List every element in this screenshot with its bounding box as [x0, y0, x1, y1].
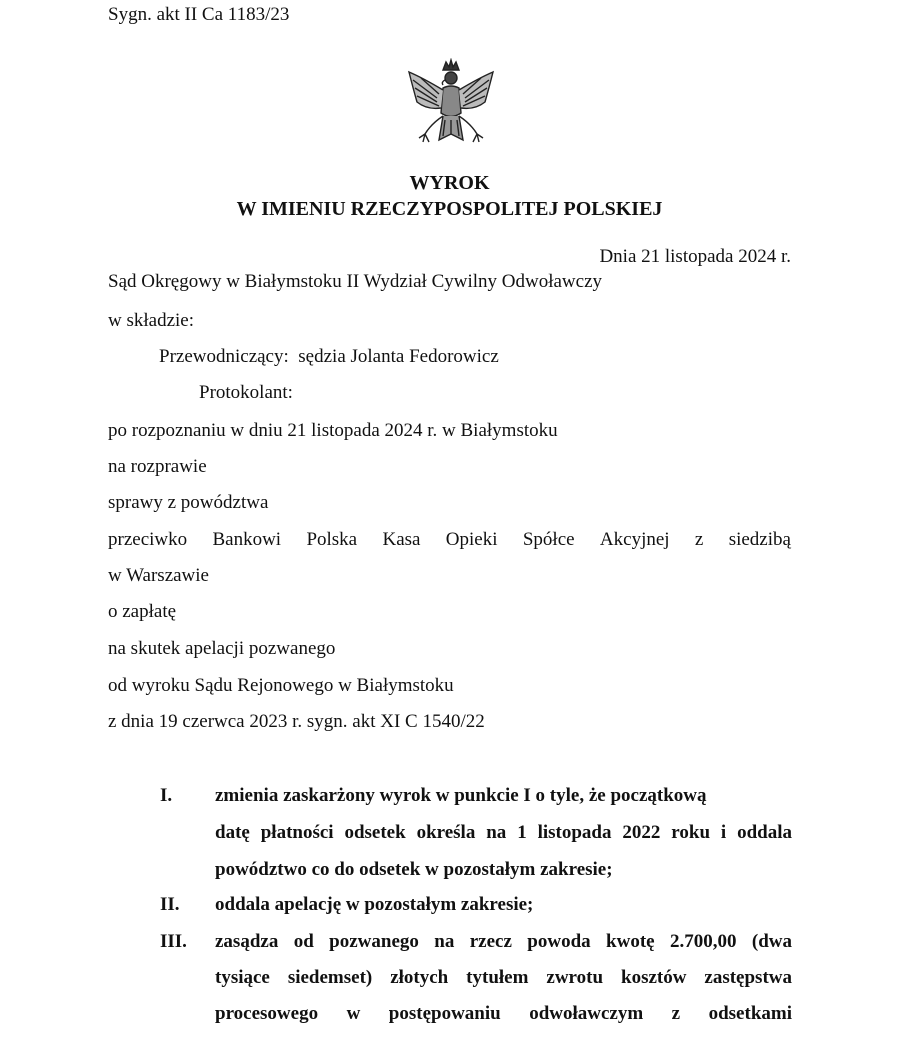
appeal-line: na skutek apelacji pozwanego: [108, 638, 336, 659]
ruling-line: datę płatności odsetek określa na 1 listopada 2022 roku i oddala: [215, 822, 792, 843]
ruling-line: oddala apelację w pozostałym zakresie;: [215, 894, 534, 915]
ruling-line: [215, 785, 792, 822]
word: z: [694, 529, 704, 550]
ruling-line-text: zmienia zaskarżony wyrok w punkcie I o tyle, że początkową: [215, 785, 707, 806]
word: Bankowi: [212, 529, 282, 550]
word: Spółce: [522, 529, 575, 550]
from-judgment-line: od wyroku Sądu Rejonowego w Białymstoku: [108, 675, 454, 696]
ruling-line: tysiące siedemset) złotych tytułem zwrotu kosztów zastępstwa: [215, 967, 792, 988]
word: Polska: [306, 529, 358, 550]
presiding-judge: [159, 346, 499, 368]
ruling-line: zasądza od pozwanego na rzecz powoda kwotę 2.700,00 (dwa: [215, 931, 792, 952]
word: siedzibą: [728, 529, 791, 550]
ruling-text: [215, 785, 792, 896]
presiding-value: sędzia Jolanta Fedorowicz: [298, 346, 499, 367]
word: przeciwko: [108, 529, 188, 550]
judgment-date-line: z dnia 19 czerwca 2023 r. sygn. akt XI C 1540/22: [108, 711, 485, 732]
ruling-number: III.: [160, 931, 187, 952]
defendant-line: [108, 529, 791, 551]
ruling-text: [215, 894, 792, 931]
court-name: Sąd Okręgowy w Białymstoku II Wydział Cywilny Odwoławczy: [108, 271, 603, 292]
polish-eagle-emblem-icon: [403, 58, 499, 158]
composition-label: w składzie:: [108, 310, 195, 331]
ruling-line: procesowego w postępowaniu odwoławczym z odsetkami: [215, 1003, 792, 1024]
word: Kasa: [382, 529, 421, 550]
judgment-date: Dnia 21 listopada 2024 r.: [599, 246, 791, 267]
ruling-line: powództwo co do odsetek w pozostałym zakresie;: [215, 859, 613, 880]
subject: o zapłatę: [108, 601, 177, 622]
presiding-label: Przewodniczący:: [159, 346, 289, 367]
ruling-number: II.: [160, 894, 180, 915]
document-title: WYROK: [409, 172, 490, 194]
ruling-text: [215, 931, 792, 1039]
word: Opieki: [445, 529, 498, 550]
hearing-line: po rozpoznaniu w dniu 21 listopada 2024 r. w Białymstoku: [108, 420, 558, 441]
ruling-number: I.: [160, 785, 173, 806]
case-of-label: sprawy z powództwa: [108, 492, 269, 513]
hearing-type: na rozprawie: [108, 456, 207, 477]
clerk-label: Protokolant:: [199, 382, 293, 403]
word: Akcyjnej: [599, 529, 670, 550]
document-subtitle: W IMIENIU RZECZYPOSPOLITEJ POLSKIEJ: [236, 198, 663, 220]
case-reference: Sygn. akt II Ca 1183/23: [108, 4, 290, 25]
defendant-line-cont: w Warszawie: [108, 565, 209, 586]
